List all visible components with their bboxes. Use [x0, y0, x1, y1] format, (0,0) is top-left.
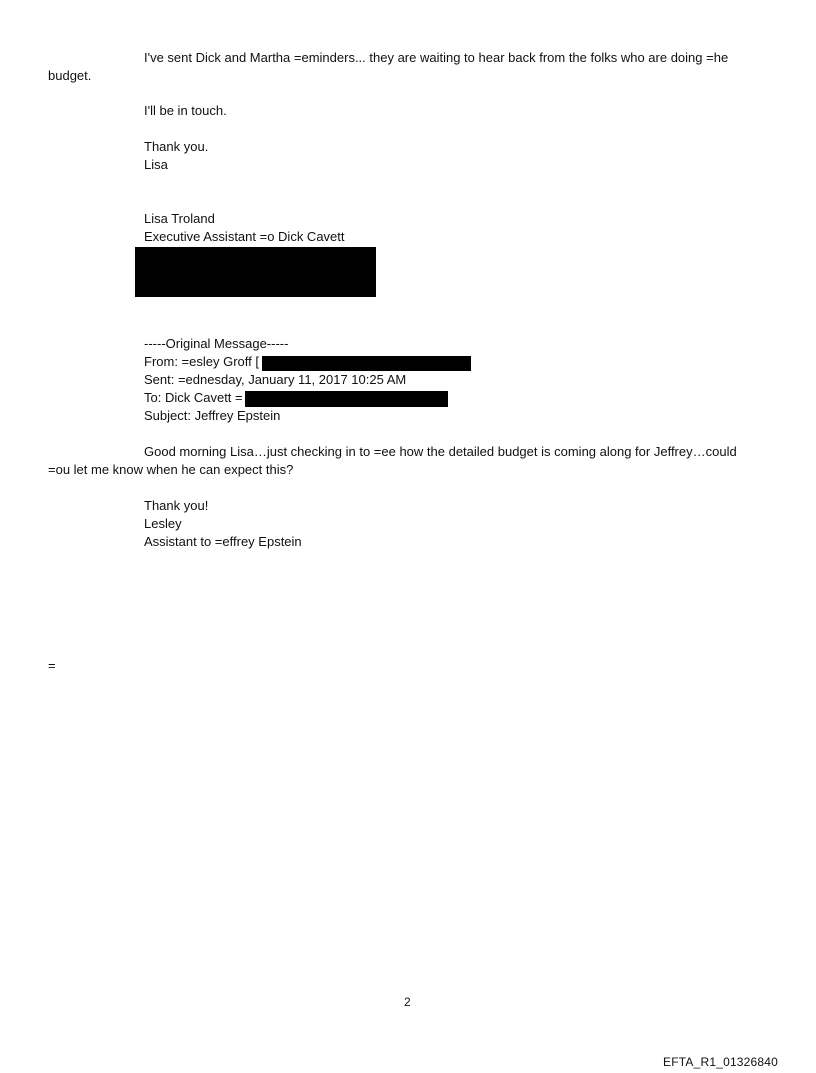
from-email-redaction [262, 356, 471, 371]
body-name: Lesley [144, 516, 182, 531]
original-message-from: From: =esley Groff [ [144, 354, 259, 369]
original-message-subject: Subject: Jeffrey Epstein [144, 408, 281, 423]
body-thanks: Thank you! [144, 498, 209, 513]
document-id: EFTA_R1_01326840 [663, 1055, 779, 1069]
body-line-1: Good morning Lisa…just checking in to =ee how the detailed budget is coming along for Jeffrey…could [144, 444, 737, 459]
intro-line-1: I've sent Dick and Martha =eminders... they are waiting to hear back from the folks who are doing =he [144, 50, 729, 65]
intro-name: Lisa [144, 157, 168, 172]
body-title: Assistant to =effrey Epstein [144, 534, 302, 549]
stray-equals-char: = [48, 658, 56, 673]
page-number: 2 [404, 995, 411, 1009]
intro-thanks: Thank you. [144, 139, 209, 154]
intro-touch: I'll be in touch. [144, 103, 227, 118]
body-line-2: =ou let me know when he can expect this? [48, 462, 294, 477]
intro-line-2: budget. [48, 68, 92, 83]
original-message-separator: -----Original Message----- [144, 336, 289, 351]
signature-name: Lisa Troland [144, 211, 215, 226]
signature-redaction-block [135, 247, 376, 297]
to-email-redaction [245, 391, 448, 407]
original-message-to: To: Dick Cavett = [144, 390, 243, 405]
original-message-sent: Sent: =ednesday, January 11, 2017 10:25 AM [144, 372, 407, 387]
signature-title: Executive Assistant =o Dick Cavett [144, 229, 345, 244]
